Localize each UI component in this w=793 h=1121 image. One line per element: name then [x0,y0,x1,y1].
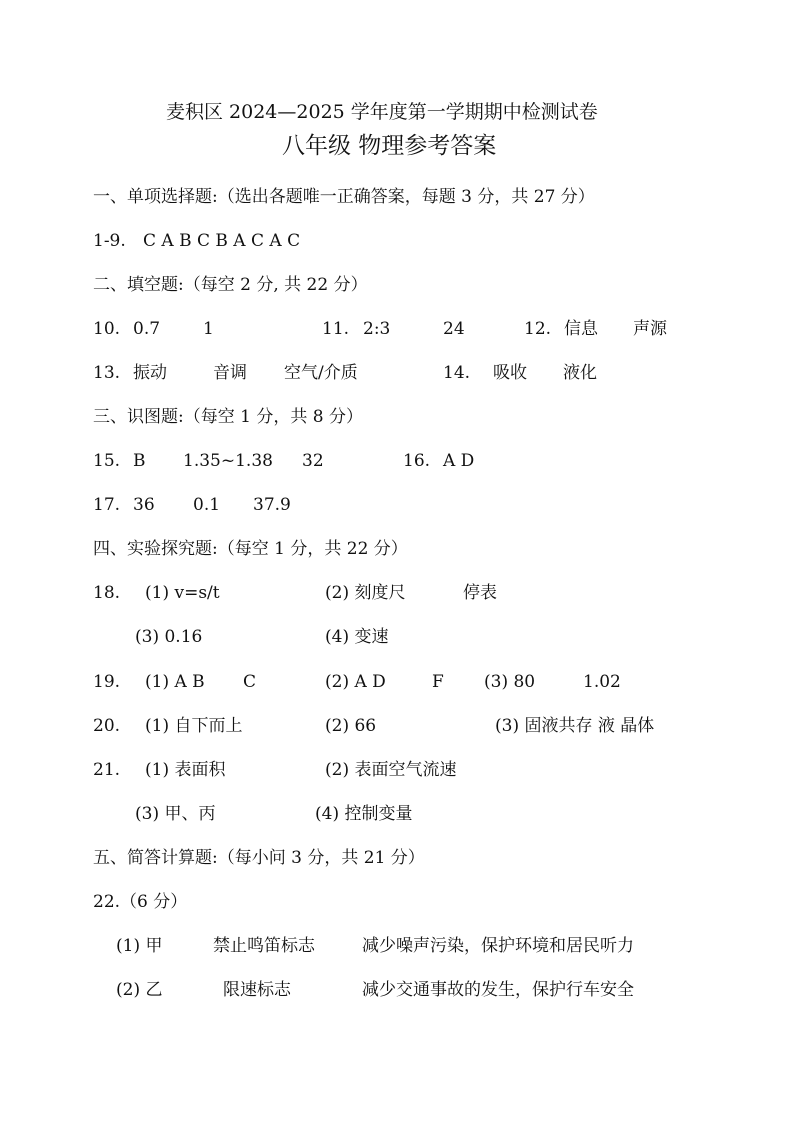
q19-part-1-extra: C [243,672,257,692]
q13-answer-3: 空气/介质 [284,363,358,383]
q19-part-3: (3) 80 [484,672,536,692]
q15-number: 15. [93,451,121,471]
q16-answer: A D [443,451,475,471]
q19-part-2: (2) A D [325,672,386,692]
q18-part-1: (1) v=s/t [145,583,220,603]
q21-part-2: (2) 表面空气流速 [325,760,457,780]
q22-row-2-reason: 减少交通事故的发生，保护行车安全 [362,980,634,1000]
q10-answer-2: 1 [203,319,214,339]
q15-answer-1: B [133,451,146,471]
q13-number: 13. [93,363,121,383]
exam-title: 麦积区 2024—2025 学年度第一学期期中检测试卷 [166,101,598,123]
q13-answer-2: 音调 [213,363,247,383]
q11-number: 11. [322,319,350,339]
q17-answer-3: 37.9 [253,495,291,515]
section-5-heading: 五、简答计算题:（每小问 3 分，共 21 分） [93,848,425,868]
q12-number: 12. [524,319,552,339]
q22-heading: 22.（6 分） [93,892,188,912]
q19-part-1: (1) A B [145,672,205,692]
q17-answer-1: 36 [133,495,155,515]
q14-answer-1: 吸收 [493,363,527,383]
q16-number: 16. [403,451,431,471]
q22-row-2-number: (2) 乙 [116,980,163,1000]
q17-number: 17. [93,495,121,515]
q22-row-1-reason: 减少噪声污染，保护环境和居民听力 [362,936,634,956]
q12-answer-1: 信息 [564,319,598,339]
section-1-heading: 一、单项选择题:（选出各题唯一正确答案，每题 3 分，共 27 分） [93,187,595,207]
q13-answer-1: 振动 [133,363,167,383]
q11-answer-1: 2:3 [363,319,391,339]
section-3-heading: 三、识图题:（每空 1 分，共 8 分） [93,407,363,427]
q20-number: 20. [93,716,121,736]
answer-key-title: 八年级 物理参考答案 [282,133,497,159]
q21-number: 21. [93,760,121,780]
q19-number: 19. [93,672,121,692]
q1-9-label: 1-9. [93,231,126,251]
q21-part-3: (3) 甲、丙 [135,804,216,824]
q20-part-3: (3) 固液共存 液 晶体 [495,716,655,736]
q22-row-1-number: (1) 甲 [116,936,163,956]
q14-number: 14. [443,363,471,383]
q14-answer-2: 液化 [563,363,597,383]
q18-part-2: (2) 刻度尺 [325,583,406,603]
q18-part-4: (4) 变速 [325,627,389,647]
q12-answer-2: 声源 [633,319,667,339]
section-4-heading: 四、实验探究题:（每空 1 分，共 22 分） [93,539,408,559]
q22-row-2-sign: 限速标志 [223,980,291,1000]
q18-part-3: (3) 0.16 [135,627,203,647]
q19-part-3-extra: 1.02 [583,672,621,692]
q18-number: 18. [93,583,121,603]
q21-part-1: (1) 表面积 [145,760,226,780]
q20-part-1: (1) 自下而上 [145,716,243,736]
section-2-heading: 二、填空题:（每空 2 分, 共 22 分） [93,275,368,295]
q15-answer-3: 32 [302,451,324,471]
q10-number: 10. [93,319,121,339]
q22-row-1-sign: 禁止鸣笛标志 [213,936,315,956]
q21-part-4: (4) 控制变量 [315,804,413,824]
q15-answer-2: 1.35~1.38 [183,451,273,471]
q20-part-2: (2) 66 [325,716,377,736]
q10-answer-1: 0.7 [133,319,161,339]
q19-part-2-extra: F [432,672,444,692]
q11-answer-2: 24 [443,319,465,339]
q17-answer-2: 0.1 [193,495,221,515]
q18-part-2-extra: 停表 [463,583,497,603]
q1-9-answers: C A B C B A C A C [143,231,301,251]
